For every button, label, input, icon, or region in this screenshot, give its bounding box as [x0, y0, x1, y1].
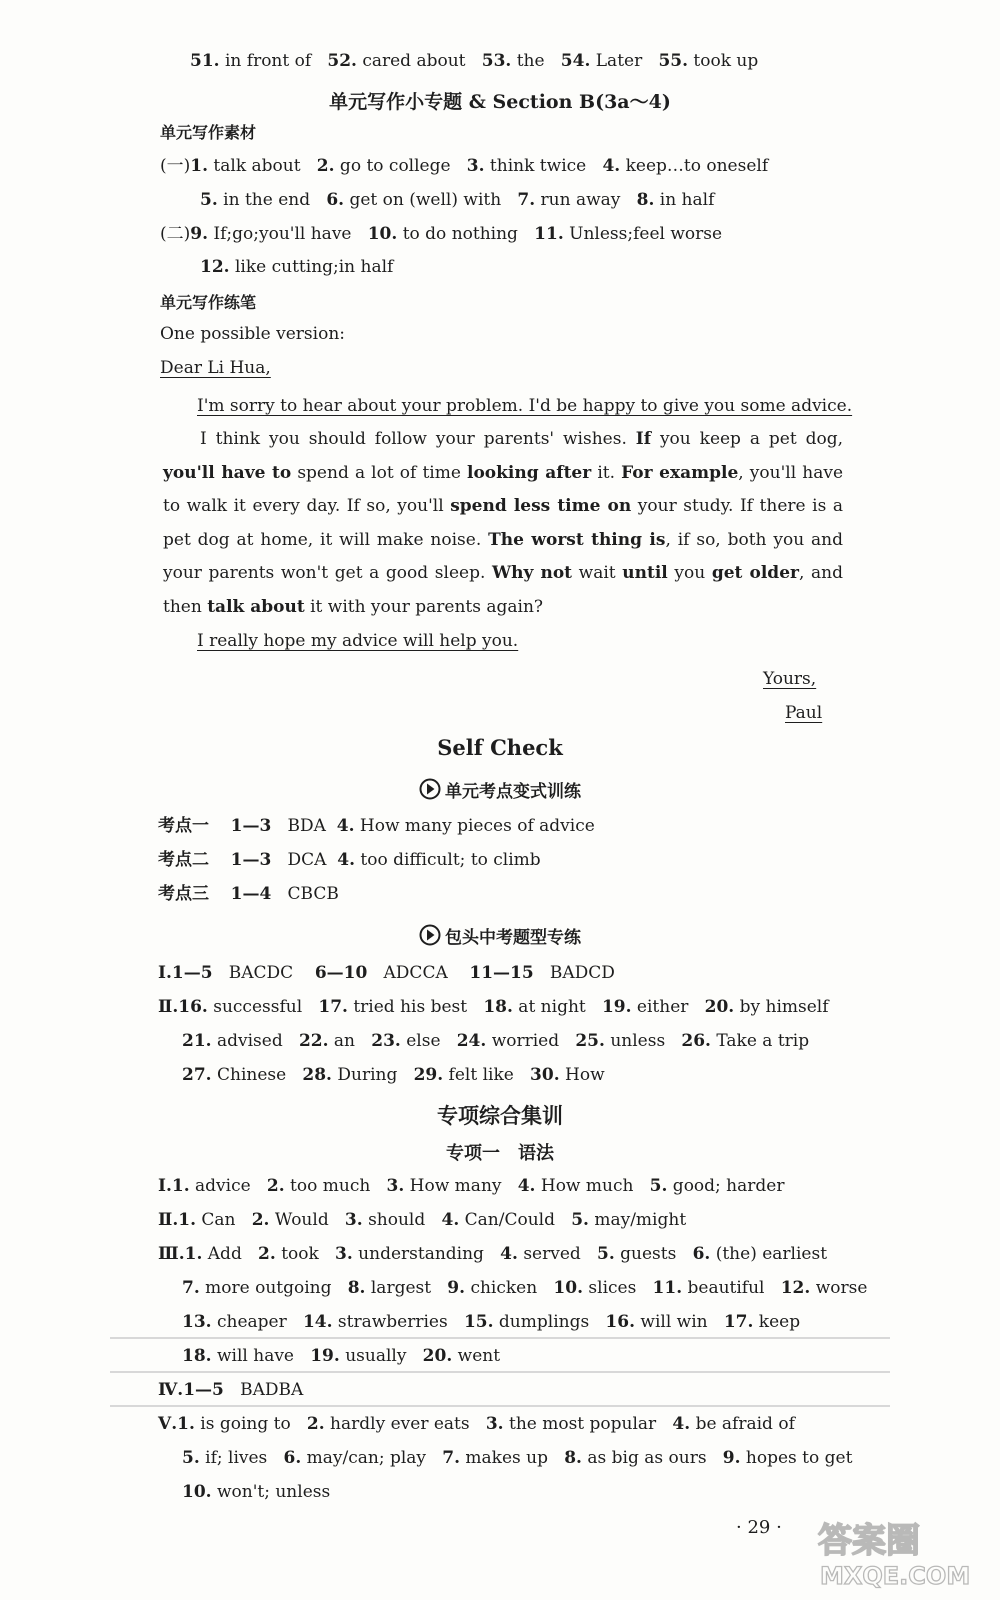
item-answer: run away: [535, 190, 621, 210]
item-number: 5.: [649, 1176, 668, 1196]
item-answer: How much: [535, 1176, 634, 1196]
item-answer: at night: [512, 997, 586, 1017]
answer-row-21-26: [182, 1030, 809, 1052]
item-number: 7.: [182, 1278, 200, 1298]
item-number: 24.: [456, 1031, 487, 1051]
item-answer: (the) earliest: [710, 1244, 828, 1264]
item-number: 2.: [306, 1414, 325, 1434]
letter-sign-off: Yours,: [763, 669, 817, 689]
item-answer: is going to: [194, 1414, 291, 1434]
item-answer: How: [559, 1065, 605, 1085]
body-text: , if so, both you and your parents won't get a good sleep.: [163, 529, 844, 584]
key-phrase: spend less time on: [450, 496, 632, 517]
item-number: 2.: [251, 1210, 270, 1230]
item-number: 26.: [681, 1031, 711, 1051]
item-answer: Take a trip: [710, 1031, 810, 1051]
point-label: 考点一: [158, 816, 209, 836]
item-answer: by himself: [734, 997, 829, 1017]
grammar-row-4: [158, 1379, 303, 1401]
point-text: How many pieces of advice: [359, 816, 595, 836]
roman-numeral: Ⅲ.: [158, 1244, 185, 1264]
grammar-row-3: [158, 1243, 827, 1265]
roman-numeral: Ⅰ.: [158, 1176, 172, 1196]
subheading-baotou-exam-text: 包头中考题型专练: [445, 928, 581, 948]
item-answer: unless: [604, 1031, 666, 1051]
item-number: 3.: [485, 1414, 504, 1434]
arrow-badge-icon: [419, 924, 441, 946]
item-answer: went: [452, 1346, 501, 1366]
item-answer: advice: [189, 1176, 251, 1196]
key-phrase: you'll have to: [163, 462, 292, 483]
item-number: 9.: [722, 1448, 741, 1468]
item-number: 4.: [500, 1244, 518, 1264]
section-title-self-check: Self Check: [437, 735, 563, 760]
range-label: 1—5: [171, 963, 213, 983]
roman-numeral: Ⅴ.: [158, 1414, 178, 1434]
item-number: 29.: [413, 1065, 444, 1085]
item-number: 6.: [326, 190, 345, 210]
item-answer: may/can; play: [301, 1448, 427, 1468]
grammar-row-5: [158, 1413, 795, 1435]
answer-items: [190, 224, 722, 244]
letter-closing: I really hope my advice will help you.: [197, 631, 519, 651]
item-answer: keep…to oneself: [620, 156, 769, 176]
item-number: 1.: [171, 1176, 190, 1196]
item-answer: served: [517, 1244, 581, 1264]
item-answer: the most popular: [503, 1414, 657, 1434]
item-answer: makes up: [460, 1448, 548, 1468]
range-answers: ADCCA: [367, 963, 448, 983]
item-answer: guests: [614, 1244, 677, 1264]
answer-row-9-11: [160, 223, 722, 245]
key-phrase: looking after: [467, 462, 592, 483]
item-answer: Add: [202, 1244, 242, 1264]
item-number: 4.: [517, 1176, 536, 1196]
point-text: too difficult; to climb: [360, 850, 541, 870]
answer-items: [172, 1176, 785, 1196]
body-text: your study. If there is a pet dog at home, it will make noise.: [163, 496, 843, 550]
answer-items: [178, 997, 828, 1017]
item-answer: either: [631, 997, 689, 1017]
item-number: 18.: [483, 997, 513, 1017]
item-answer: largest: [365, 1278, 432, 1298]
page-number: · 29 ·: [736, 1517, 782, 1538]
answer-row-12: [200, 256, 393, 278]
item-number: 4.: [602, 156, 621, 176]
item-number: 23.: [371, 1031, 401, 1051]
letter-opening: I'm sorry to hear about your problem. I'd be happy to give you some advice.: [197, 396, 853, 416]
item-number: 4.: [672, 1414, 691, 1434]
item-answer: During: [331, 1065, 398, 1085]
item-number: 11.: [652, 1278, 683, 1298]
item-answer: good; harder: [667, 1176, 785, 1196]
grammar-row-5c: [182, 1481, 330, 1503]
item-answer: like cutting;in half: [229, 257, 394, 277]
item-number: 8.: [564, 1448, 582, 1468]
item-number: 10.: [553, 1278, 583, 1298]
item-answer: took: [275, 1244, 319, 1264]
item-answer: else: [400, 1031, 441, 1051]
item-answer: Can/Could: [459, 1210, 555, 1230]
body-text: , and then: [163, 563, 843, 617]
item-answer: more outgoing: [199, 1278, 332, 1298]
point-label: 考点二: [158, 850, 209, 870]
point-answer: DCA: [287, 850, 327, 870]
item-number: 3.: [386, 1176, 405, 1196]
key-phrase: If: [635, 429, 652, 449]
item-number: 1.: [184, 1244, 203, 1264]
roman-numeral: Ⅰ.: [158, 963, 172, 983]
item-number: 7.: [442, 1448, 461, 1468]
letter-body: [163, 423, 843, 625]
item-number: 30.: [530, 1065, 560, 1085]
item-answer: to do nothing: [397, 224, 518, 244]
subheading-grammar: 专项一 语法: [446, 1143, 554, 1164]
item-answer: go to college: [334, 156, 451, 176]
item-number: 16.: [178, 997, 208, 1017]
grammar-row-5b: [182, 1447, 852, 1469]
point-num: 4.: [337, 850, 355, 870]
answer-items: [190, 156, 768, 176]
section-title-special-training: 专项综合集训: [437, 1104, 563, 1128]
item-answer: successful: [207, 997, 303, 1017]
item-number: 13.: [182, 1312, 212, 1332]
item-answer: Unless;feel worse: [563, 224, 723, 244]
key-phrase: The worst thing is: [488, 529, 666, 550]
item-number: 18.: [182, 1346, 212, 1366]
item-answer: in the end: [217, 190, 311, 210]
grammar-row-3c: [182, 1311, 800, 1333]
group-label-one: (一): [160, 156, 191, 176]
item-answer: Later: [590, 51, 643, 71]
answer-row-27-30: [182, 1064, 605, 1086]
answer-row-1-4: [160, 155, 768, 177]
body-text: I think you should follow your parents' wishes.: [200, 429, 636, 449]
subheading-writing-practice: 单元写作练笔: [160, 293, 257, 312]
body-text: wait: [572, 563, 623, 584]
point-range: 1—3: [230, 850, 272, 870]
item-answer: slices: [583, 1278, 637, 1298]
item-number: 52.: [327, 51, 357, 71]
item-answer: Would: [269, 1210, 329, 1230]
section-title-unit-writing: 单元写作小专题 & Section B(3a～4): [329, 91, 671, 113]
answer-row-16-20: [158, 996, 829, 1018]
key-phrase: get older: [711, 563, 799, 584]
item-answer: chicken: [465, 1278, 538, 1298]
item-number: 15.: [463, 1312, 494, 1332]
item-number: 8.: [347, 1278, 366, 1298]
mc-row-1-15: [158, 962, 615, 984]
roman-numeral: Ⅱ.: [158, 997, 179, 1017]
item-number: 51.: [190, 51, 220, 71]
key-phrase: until: [622, 563, 668, 584]
item-answer: keep: [753, 1312, 801, 1332]
item-number: 2.: [266, 1176, 285, 1196]
item-answer: an: [328, 1031, 356, 1051]
body-text: you keep a pet dog,: [651, 429, 843, 449]
body-text: it.: [591, 462, 622, 483]
item-answer: advised: [211, 1031, 283, 1051]
point-row-2: [158, 849, 541, 871]
item-number: 53.: [481, 51, 512, 71]
key-phrase: Why not: [492, 563, 573, 584]
item-answer: should: [362, 1210, 426, 1230]
range-label: 1—5: [183, 1380, 224, 1400]
item-number: 5.: [200, 190, 218, 210]
item-number: 20.: [422, 1346, 453, 1366]
scan-rule: [110, 1371, 890, 1373]
item-number: 54.: [560, 51, 591, 71]
item-number: 1.: [177, 1414, 195, 1434]
point-label: 考点三: [158, 884, 209, 904]
watermark-logo: [810, 1512, 980, 1596]
item-number: 21.: [182, 1031, 212, 1051]
range-answers: BADCD: [533, 963, 615, 983]
item-number: 2.: [258, 1244, 276, 1264]
item-number: 19.: [601, 997, 632, 1017]
point-num: 4.: [336, 816, 355, 836]
item-number: 14.: [302, 1312, 333, 1332]
item-answer: think twice: [484, 156, 587, 176]
body-text: you: [667, 563, 712, 584]
item-answer: understanding: [352, 1244, 484, 1264]
item-answer: took up: [688, 51, 759, 71]
item-answer: tried his best: [347, 997, 468, 1017]
watermark-icon: [810, 1512, 980, 1592]
item-answer: as big as ours: [581, 1448, 707, 1468]
item-number: 28.: [302, 1065, 332, 1085]
answer-items: [185, 1244, 827, 1264]
item-answer: talk about: [208, 156, 301, 176]
subheading-baotou-exam: [0, 923, 1000, 948]
point-range: 1—4: [230, 884, 272, 904]
item-answer: felt like: [443, 1065, 514, 1085]
item-number: 12.: [780, 1278, 811, 1298]
range-label: 6—10: [314, 963, 368, 983]
roman-numeral: Ⅱ.: [158, 1210, 179, 1230]
item-answer: the: [511, 51, 545, 71]
scan-rule: [110, 1405, 890, 1407]
roman-numeral: Ⅳ.: [158, 1380, 184, 1400]
grammar-row-2: [158, 1209, 686, 1231]
item-number: 10.: [367, 224, 398, 244]
item-number: 27.: [182, 1065, 212, 1085]
scan-rule: [110, 1337, 890, 1339]
item-number: 5.: [597, 1244, 615, 1264]
key-phrase: For example: [621, 462, 739, 483]
point-answer: CBCB: [287, 884, 339, 904]
item-number: 9.: [190, 224, 209, 244]
item-answer: cheaper: [211, 1312, 287, 1332]
item-answer: will have: [211, 1346, 294, 1366]
item-answer: too much: [284, 1176, 371, 1196]
item-answer: won't; unless: [211, 1482, 331, 1502]
subheading-unit-points: [0, 777, 1000, 802]
letter-greeting: Dear Li Hua,: [160, 358, 271, 378]
item-number: 7.: [517, 190, 536, 210]
item-number: 9.: [447, 1278, 466, 1298]
item-number: 12.: [200, 257, 230, 277]
svg-text:答案圈: 答案圈: [818, 1521, 920, 1561]
item-number: 6.: [692, 1244, 711, 1264]
answer-row-5-8: [200, 189, 714, 211]
item-answer: if; lives: [199, 1448, 268, 1468]
item-number: 19.: [310, 1346, 340, 1366]
answer-row-51-55: [190, 50, 758, 72]
item-number: 10.: [182, 1482, 212, 1502]
item-number: 11.: [534, 224, 564, 244]
item-answer: If;go;you'll have: [208, 224, 352, 244]
item-answer: cared about: [356, 51, 466, 71]
key-phrase: talk about: [207, 596, 305, 617]
item-number: 3.: [344, 1210, 363, 1230]
point-range: 1—3: [230, 816, 272, 836]
item-number: 3.: [335, 1244, 353, 1264]
mc-items: [183, 1380, 303, 1400]
item-answer: in front of: [219, 51, 312, 71]
grammar-row-1: [158, 1175, 784, 1197]
subheading-writing-materials: 单元写作素材: [160, 123, 257, 142]
item-answer: be afraid of: [690, 1414, 795, 1434]
point-row-1: [158, 815, 595, 837]
item-answer: worried: [486, 1031, 560, 1051]
item-number: 55.: [658, 51, 689, 71]
item-number: 8.: [636, 190, 655, 210]
point-row-3: [158, 883, 339, 905]
body-text: , you'll have to walk it every day. If so, you'll: [163, 462, 844, 517]
item-number: 3.: [466, 156, 485, 176]
letter-signature: Paul: [785, 703, 823, 723]
item-number: 5.: [182, 1448, 200, 1468]
mc-items: [172, 963, 615, 983]
item-answer: worse: [810, 1278, 868, 1298]
svg-text:MXQE.COM: MXQE.COM: [820, 1562, 971, 1590]
item-answer: hardly ever eats: [324, 1414, 470, 1434]
item-number: 6.: [283, 1448, 302, 1468]
item-number: 5.: [571, 1210, 589, 1230]
item-number: 25.: [575, 1031, 605, 1051]
item-number: 4.: [441, 1210, 460, 1230]
item-answer: may/might: [588, 1210, 687, 1230]
answer-items: [177, 1414, 795, 1434]
item-answer: How many: [404, 1176, 502, 1196]
item-number: 1.: [178, 1210, 196, 1230]
item-answer: Can: [196, 1210, 236, 1230]
body-text: spend a lot of time: [291, 462, 467, 483]
page-number-value: 29: [747, 1517, 771, 1538]
grammar-row-3d: [182, 1345, 500, 1367]
grammar-row-3b: [182, 1277, 867, 1299]
item-number: 22.: [298, 1031, 329, 1051]
item-number: 16.: [605, 1312, 635, 1332]
item-answer: usually: [339, 1346, 407, 1366]
version-label: One possible version:: [160, 324, 345, 344]
item-answer: will win: [634, 1312, 708, 1332]
item-answer: hopes to get: [740, 1448, 853, 1468]
range-label: 11—15: [469, 963, 534, 983]
item-number: 1.: [190, 156, 209, 176]
item-answer: Chinese: [211, 1065, 287, 1085]
point-answer: BDA: [287, 816, 326, 836]
item-number: 17.: [723, 1312, 754, 1332]
body-text: it with your parents again?: [304, 596, 544, 617]
item-answer: strawberries: [332, 1312, 448, 1332]
range-answers: BADBA: [223, 1380, 304, 1400]
item-answer: dumplings: [493, 1312, 590, 1332]
item-number: 2.: [316, 156, 335, 176]
arrow-badge-icon: [419, 778, 441, 800]
item-answer: beautiful: [682, 1278, 765, 1298]
item-answer: in half: [654, 190, 715, 210]
group-label-two: (二): [160, 224, 191, 244]
subheading-unit-points-text: 单元考点变式训练: [445, 782, 581, 802]
answer-items: [178, 1210, 686, 1230]
item-number: 20.: [704, 997, 735, 1017]
range-answers: BACDC: [212, 963, 294, 983]
item-answer: get on (well) with: [344, 190, 502, 210]
item-number: 17.: [318, 997, 348, 1017]
